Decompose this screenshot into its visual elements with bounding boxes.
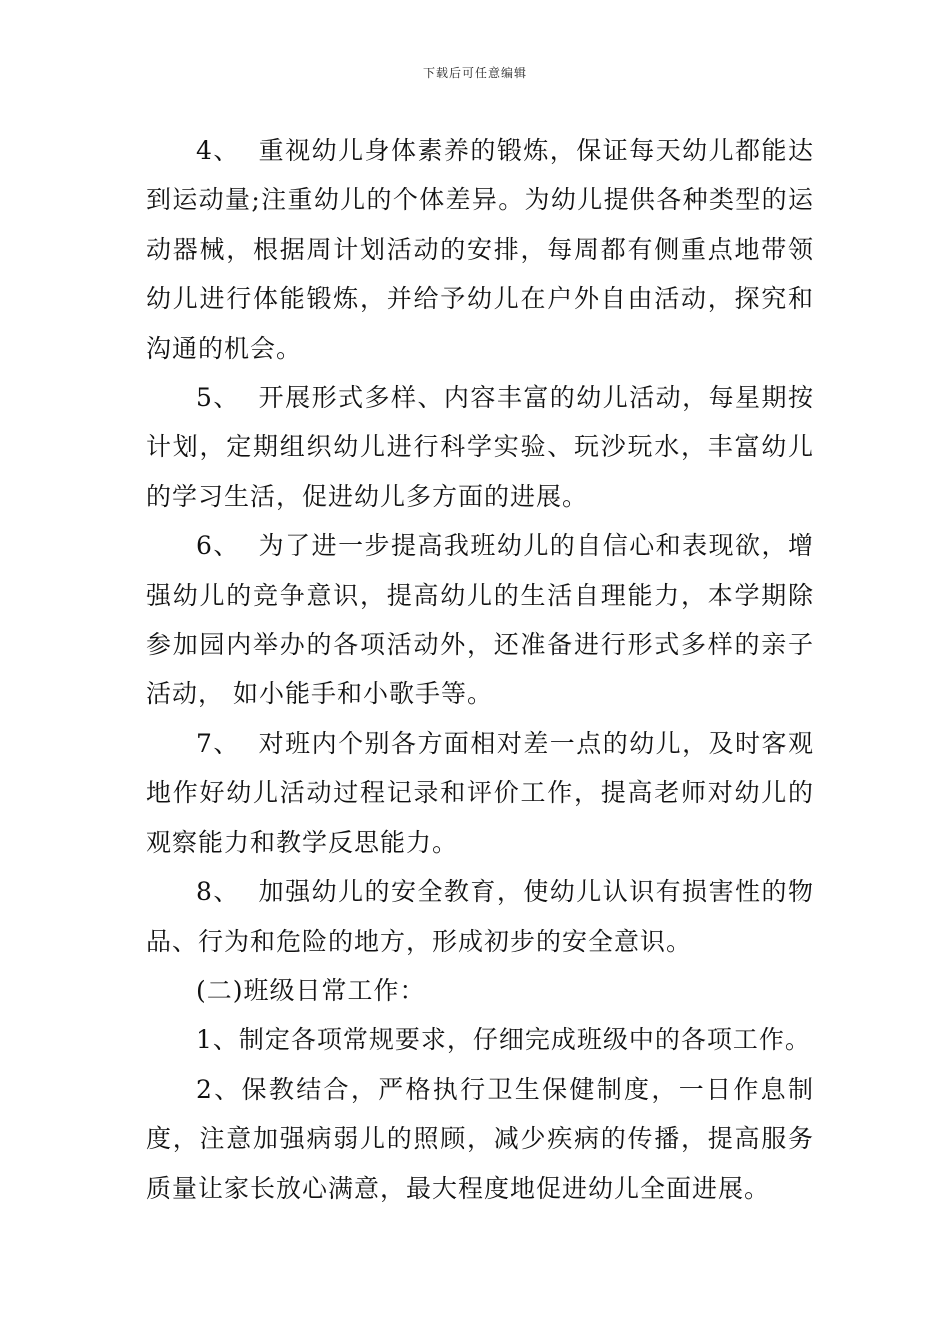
section-heading-class-daily-work: (二)班级日常工作：: [196, 975, 426, 1005]
paragraph-item-4: 4、 重视幼儿身体素养的锻炼，保证每天幼儿都能达到运动量;注重幼儿的个体差异。为幼儿提供各种类型的运动器械，根据周计划活动的安排，每周都有侧重点地带领幼儿进行体能锻炼，并给予幼儿在户外自由活动，探究和沟通的机会。: [146, 136, 814, 363]
page-header: 下载后可任意编辑: [422, 66, 527, 80]
paragraph-item-5: 5、 开展形式多样、内容丰富的幼儿活动，每星期按计划，定期组织幼儿进行科学实验、玩沙玩水，丰富幼儿的学习生活，促进幼儿多方面的进展。: [146, 383, 814, 511]
paragraph-daily-2: 2、保教结合，严格执行卫生保健制度，一日作息制度，注意加强病弱儿的照顾，减少疾病的传播，提高服务质量让家长放心满意，最大程度地促进幼儿全面进展。: [146, 1074, 814, 1203]
paragraph-daily-1: 1、制定各项常规要求，仔细完成班级中的各项工作。: [196, 1025, 811, 1055]
document-body: [146, 126, 814, 1213]
paragraph-item-8: 8、 加强幼儿的安全教育，使幼儿认识有损害性的物品、行为和危险的地方，形成初步的安全意识。: [146, 877, 814, 956]
paragraph-item-6: 6、 为了进一步提高我班幼儿的自信心和表现欲，增强幼儿的竞争意识，提高幼儿的生活自理能力，本学期除参加园内举办的各项活动外，还准备进行形式多样的亲子活动， 如小能手和小歌手等。: [146, 531, 814, 709]
paragraph-item-7: 7、 对班内个别各方面相对差一点的幼儿，及时客观地作好幼儿活动过程记录和评价工作，提高老师对幼儿的观察能力和教学反思能力。: [146, 728, 814, 857]
